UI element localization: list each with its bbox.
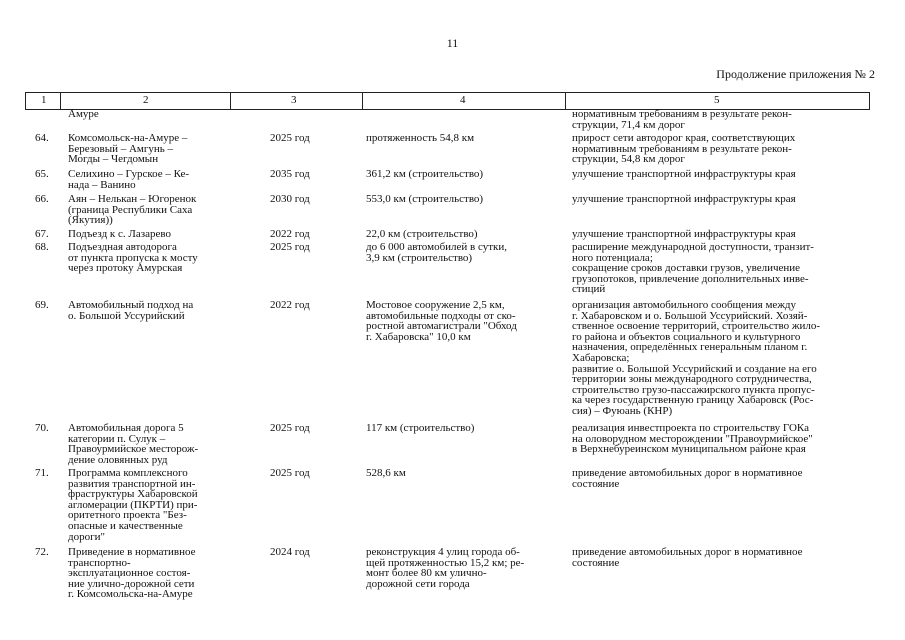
row-number: 68. <box>35 241 49 253</box>
column-header-1: 1 <box>41 94 47 106</box>
road-name: Подъезд к с. Лазарево <box>68 228 171 240</box>
road-name: Амуре <box>68 108 99 120</box>
expected-result: приведение автомобильных дорог в нормативное состояние <box>572 546 803 569</box>
completion-year: 2025 год <box>270 132 310 144</box>
road-name: Программа комплексного развития транспортной ин- фраструктуры Хабаровской агломерации (ПКРТИ) при- оритетного проекта "Без- опасные и качественные дороги" <box>68 467 198 543</box>
completion-year: 2024 год <box>270 546 310 558</box>
row-number: 69. <box>35 299 49 311</box>
target-indicator: протяженность 54,8 км <box>366 132 475 144</box>
target-indicator: 528,6 км <box>366 467 406 479</box>
row-number: 65. <box>35 168 49 180</box>
road-name: Селихино – Гурское – Ке- нада – Ванино <box>68 168 190 191</box>
expected-result: прирост сети автодорог края, соответствующих нормативным требованиям в результате рекон- струкции, 54,8 км дорог <box>572 132 796 166</box>
page-number: 11 <box>446 36 459 50</box>
expected-result: организация автомобильного сообщения между г. Хабаровском и о. Большой Уссурийский. Хозяй- ственное освоение территорий, строительство жило- го района и объектов социального и культурного назначения, определённых генеральным планом г. Хабаровска; развитие о. Большой Уссурийский и создание на его территории зоны международного сотрудничества, строительство грузо-пассажирского пункта пропус- ка через государственную границу Хабаровск (Рос- сия) – Фуюань (КНР) <box>572 299 821 417</box>
expected-result: расширение международной доступности, транзит- ного потенциала; сокращение сроков доставки грузов, увеличение грузопотоков, привлечение дополнительных инве- стиций <box>572 241 814 296</box>
row-number: 71. <box>35 467 49 479</box>
target-indicator: реконструкция 4 улиц города об- щей протяженностью 15,2 км; ре- монт более 80 км улично- дорожной сети города <box>366 546 525 590</box>
appendix-note: Продолжение приложения № 2 <box>716 67 875 81</box>
target-indicator: 22,0 км (строительство) <box>366 228 478 240</box>
expected-result: приведение автомобильных дорог в нормативное состояние <box>572 467 803 490</box>
row-number: 70. <box>35 422 49 434</box>
target-indicator: 553,0 км (строительство) <box>366 193 484 205</box>
road-name: Автомобильный подход на о. Большой Уссурийский <box>68 299 194 322</box>
completion-year: 2025 год <box>270 422 310 434</box>
road-name: Приведение в нормативное транспортно- эксплуатационное состоя- ние улично-дорожной сети г. Комсомольска-на-Амуре <box>68 546 196 601</box>
completion-year: 2025 год <box>270 241 310 253</box>
column-header-4: 4 <box>460 94 466 106</box>
completion-year: 2035 год <box>270 168 310 180</box>
road-name: Автомобильная дорога 5 категории п. Сулук – Правоурмийское месторож- дение оловянных руд <box>68 422 199 466</box>
row-number: 67. <box>35 228 49 240</box>
row-number: 64. <box>35 132 49 144</box>
column-header-3: 3 <box>291 94 297 106</box>
target-indicator: до 6 000 автомобилей в сутки, 3,9 км (строительство) <box>366 241 508 264</box>
expected-result: нормативным требованиям в результате рекон- струкции, 71,4 км дорог <box>572 108 792 131</box>
target-indicator: 117 км (строительство) <box>366 422 475 434</box>
column-header-5: 5 <box>714 94 720 106</box>
completion-year: 2025 год <box>270 467 310 479</box>
column-header-2: 2 <box>143 94 149 106</box>
expected-result: улучшение транспортной инфраструктуры края <box>572 228 796 240</box>
completion-year: 2022 год <box>270 299 310 311</box>
target-indicator: Мостовое сооружение 2,5 км, автомобильные подходы от ско- ростной автомагистрали "Обход г. Хабаровска" 10,0 км <box>366 299 517 343</box>
expected-result: улучшение транспортной инфраструктуры края <box>572 193 796 205</box>
row-number: 66. <box>35 193 49 205</box>
road-name: Комсомольск-на-Амуре – Березовый – Амгунь – Могды – Чегдомын <box>68 132 188 166</box>
road-name: Подъездная автодорога от пункта пропуска к мосту через протоку Амурская <box>68 241 198 275</box>
road-name: Аян – Нелькан – Югоренок (граница Республики Саха (Якутия)) <box>68 193 197 227</box>
expected-result: улучшение транспортной инфраструктуры края <box>572 168 796 180</box>
row-number: 72. <box>35 546 49 558</box>
completion-year: 2030 год <box>270 193 310 205</box>
expected-result: реализация инвестпроекта по строительству ГОКа на оловорудном месторождении "Правоурмийское" в Верхнебуреинском муниципальном районе края <box>572 422 813 456</box>
completion-year: 2022 год <box>270 228 310 240</box>
target-indicator: 361,2 км (строительство) <box>366 168 484 180</box>
